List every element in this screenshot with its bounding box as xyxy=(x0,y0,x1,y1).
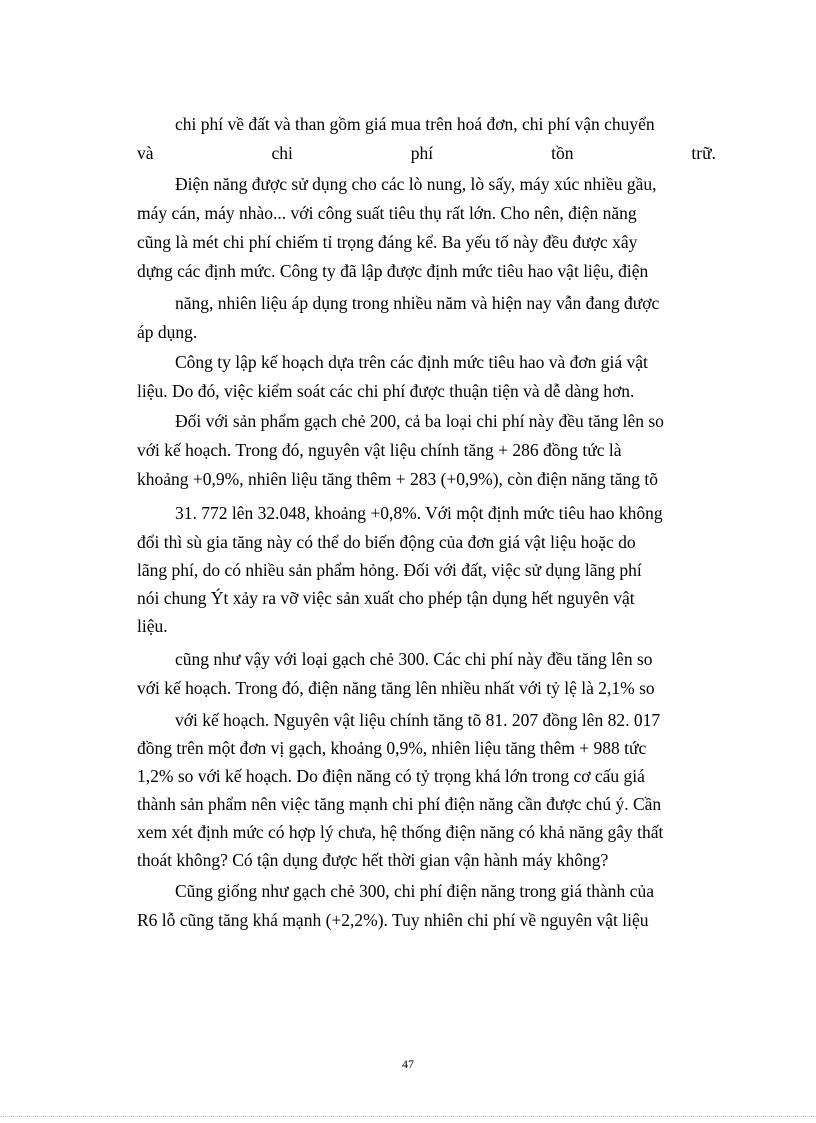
text-line: liệu. xyxy=(137,616,168,636)
text-line: Cũng giống như gạch chẻ 300, chi phí điện năng trong giá thành của xyxy=(175,881,654,901)
word: và xyxy=(137,143,154,163)
text-line: đồng trên một đơn vị gạch, khoảng 0,9%, nhiên liệu tăng thêm + 988 tức xyxy=(137,738,647,758)
text-line: Điện năng được sử dụng cho các lò nung, lò sấy, máy xúc nhiều gầu, xyxy=(175,174,657,194)
text-line: máy cán, máy nhào... với công suất tiêu thụ rất lớn. Cho nên, điện năng xyxy=(137,203,637,223)
text-line: Đối với sản phẩm gạch chẻ 200, cả ba loại chi phí này đều tăng lên so xyxy=(175,411,664,431)
text-line: cũng như vậy với loại gạch chẻ 300. Các chi phí này đều tăng lên so xyxy=(175,649,653,669)
text-line: cũng là mét chi phí chiếm tỉ trọng đáng kể. Ba yếu tố này đều được xây xyxy=(137,232,638,252)
text-line: 31. 772 lên 32.048, khoảng +0,8%. Với một định mức tiêu hao không xyxy=(175,503,663,523)
text-line: với kế hoạch. Trong đó, nguyên vật liệu chính tăng + 286 đồng tức là xyxy=(137,440,622,460)
text-line: 1,2% so với kế hoạch. Do điện năng có tỷ trọng khá lớn trong cơ cấu giá xyxy=(137,766,645,786)
page-number: 47 xyxy=(402,1057,414,1071)
text-line: lãng phí, do có nhiều sản phẩm hỏng. Đối với đất, việc sử dụng lãng phí xyxy=(137,560,642,580)
text-line: thành sản phẩm nên việc tăng mạnh chi phí điện năng cần được chú ý. Cần xyxy=(137,794,662,814)
text-line: R6 lỗ cũng tăng khá mạnh (+2,2%). Tuy nhiên chi phí về nguyên vật liệu xyxy=(137,910,649,930)
text-line: đổi thì sù gia tăng này có thể do biến động của đơn giá vật liệu hoặc do xyxy=(137,532,636,552)
word: tồn xyxy=(551,143,574,163)
text-line: xem xét định mức có hợp lý chưa, hệ thống điện năng có khả năng gây thất xyxy=(137,822,664,842)
word: phí xyxy=(410,143,434,163)
text-line: nói chung Ýt xảy ra vỡ việc sản xuất cho phép tận dụng hết nguyên vật xyxy=(137,588,635,608)
text-line-spread xyxy=(137,142,716,164)
text-line: năng, nhiên liệu áp dụng trong nhiều năm và hiện nay vẫn đang được xyxy=(175,293,660,313)
text-line: với kế hoạch. Nguyên vật liệu chính tăng tõ 81. 207 đồng lên 82. 017 xyxy=(175,710,661,730)
text-line: khoảng +0,9%, nhiên liệu tăng thêm + 283 (+0,9%), còn điện năng tăng tõ xyxy=(137,469,658,489)
word: chi xyxy=(271,143,293,163)
word: trữ. xyxy=(691,143,716,163)
text-line: thoát không? Có tận dụng được hết thời gian vận hành máy không? xyxy=(137,850,609,870)
text-line: dựng các định mức. Công ty đã lập được định mức tiêu hao vật liệu, điện xyxy=(137,261,649,281)
text-line: với kế hoạch. Trong đó, điện năng tăng lên nhiều nhất với tỷ lệ là 2,1% so xyxy=(137,678,655,698)
text-line: liệu. Do đó, việc kiểm soát các chi phí được thuận tiện và dễ dàng hơn. xyxy=(137,381,635,401)
text-line: Công ty lập kế hoạch dựa trên các định mức tiêu hao và đơn giá vật xyxy=(175,352,648,372)
footer-border xyxy=(0,1116,816,1117)
text-line: chi phí về đất và than gồm giá mua trên hoá đơn, chi phí vận chuyển xyxy=(175,114,655,134)
text-line: áp dụng. xyxy=(137,322,198,342)
